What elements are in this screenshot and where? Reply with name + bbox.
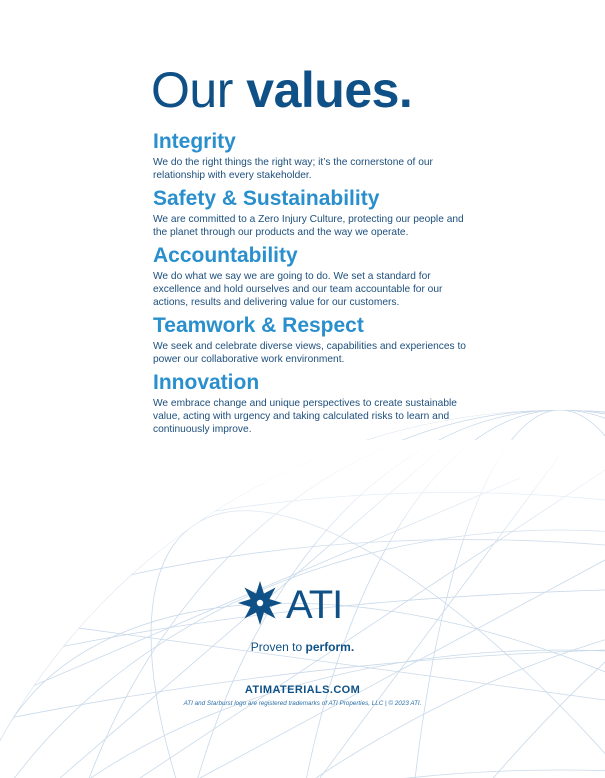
value-title: Integrity [153,130,236,153]
tagline-prefix: Proven to [250,640,303,654]
tagline [0,640,605,654]
value-item-teamwork-respect [153,314,473,366]
ati-logo [236,578,362,628]
value-description: We do what we say we are going to do. We set a standard for excellence and hold ourselves and our team accountable for our actions, results and delivering value for our customers. [153,271,443,308]
value-description: We seek and celebrate diverse views, capabilities and experiences to power our collaborative work environment. [153,341,466,365]
ati-wordmark: ATI [286,583,343,627]
value-description: We embrace change and unique perspectives to create sustainable value, acting with urgency and taking calculated risks to learn and continuously improve. [153,398,457,435]
page-title [151,60,412,120]
title-word-values: values. [246,62,413,118]
value-item-integrity [153,130,473,182]
starburst-icon [238,581,282,625]
title-word-our: Our [151,62,233,118]
website-link[interactable]: ATIMATERIALS.COM [244,684,361,696]
value-item-accountability [153,244,473,309]
value-description: We do the right things the right way; it’s the cornerstone of our relationship with every stakeholder. [153,157,433,181]
value-title: Accountability [153,244,298,267]
value-title: Innovation [153,371,260,394]
legal-notice: ATI and Starburst logo are registered trademarks of ATI Properties, LLC | © 2023 ATI. [183,700,422,707]
values-list [153,130,473,441]
value-title: Teamwork & Respect [153,314,364,337]
value-item-safety-sustainability [153,187,473,239]
value-description: We are committed to a Zero Injury Culture, protecting our people and the planet through our products and the way we operate. [153,214,464,238]
value-title: Safety & Sustainability [153,187,380,210]
value-item-innovation [153,371,473,436]
tagline-emphasis: perform. [305,640,355,654]
